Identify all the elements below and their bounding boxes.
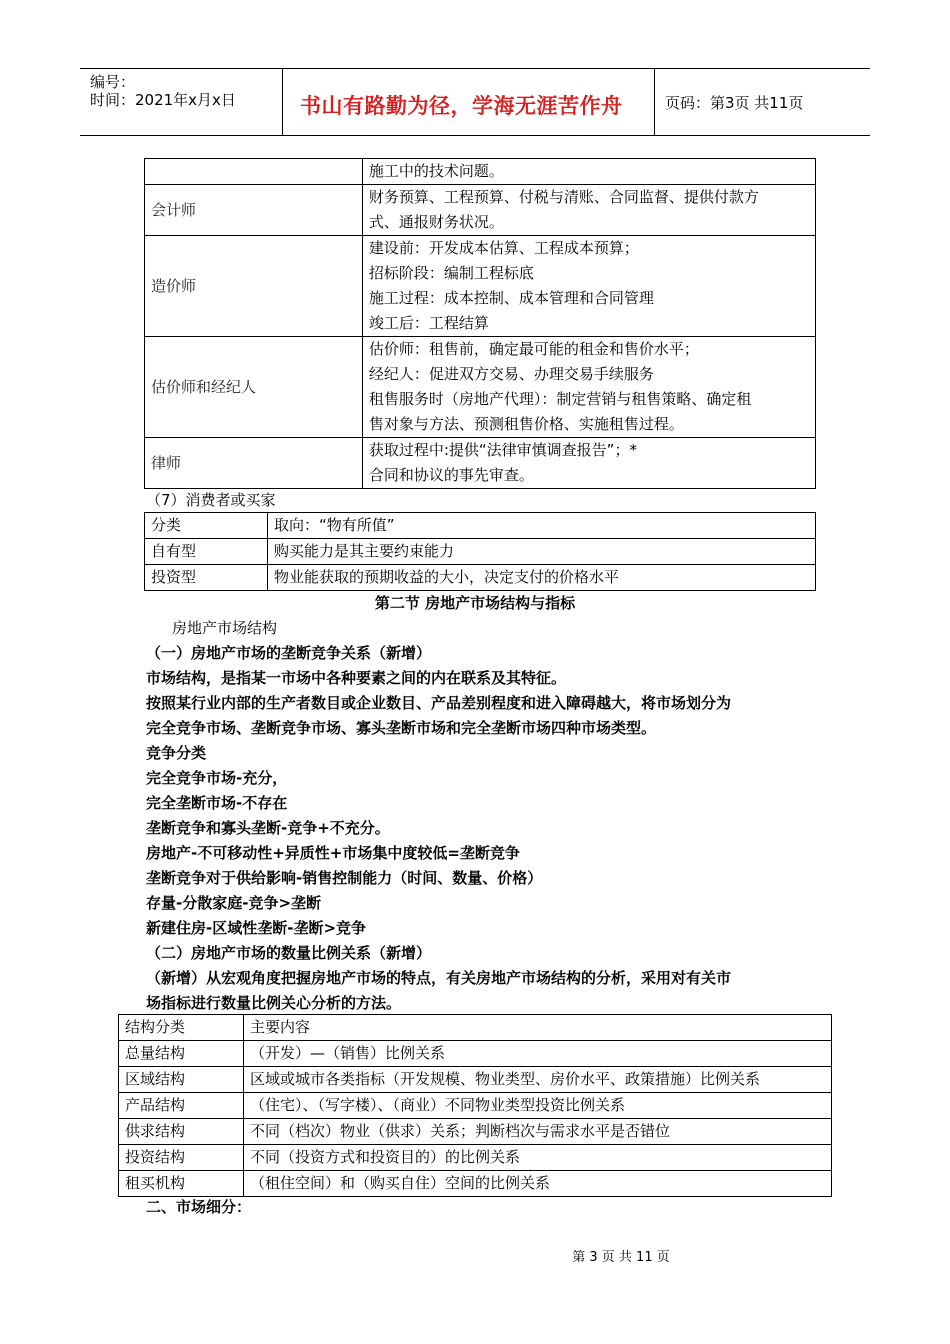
table-cell: 不同（档次）物业（供求）关系；判断档次与需求水平是否错位 [244,1119,832,1145]
section-subtitle: 房地产市场结构 [172,619,278,637]
duty-line: 财务预算、工程预算、付税与清账、合同监督、提供付款方 [368,188,759,206]
duty-line: 招标阶段：编制工程标底 [368,264,534,282]
table-row [145,539,816,565]
role-cell: 会计师 [145,185,363,236]
body-line: 新建住房-区域性垄断-垄断>竞争 [146,919,367,937]
role-cell: 律师 [145,438,363,489]
table-row [145,513,816,539]
body-line: 按照某行业内部的生产者数目或企业数目、产品差别程度和进入障碍越大，将市场划分为 [146,694,732,712]
table-cell: 区域或城市各类指标（开发规模、物业类型、房价水平、政策措施）比例关系 [244,1067,832,1093]
table-row [145,337,816,438]
table-cell: 不同（投资方式和投资目的）的比例关系 [244,1145,832,1171]
duty-line: 获取过程中:提供“法律审慎调查报告”；* [368,441,637,459]
duty-line: 施工过程：成本控制、成本管理和合同管理 [368,289,654,307]
table-cell: 供求结构 [119,1119,244,1145]
duty-cell [362,185,815,236]
table-row [119,1093,832,1119]
duty-line: 合同和协议的事先审查。 [368,466,534,484]
header-motto: 书山有路勤为径，学海无涯苦作舟 [300,94,623,118]
table-cell: 总量结构 [119,1041,244,1067]
body-line: 垄断竞争和寡头垄断-竞争+不充分。 [146,819,390,837]
duty-line: 租售服务时（房地产代理）：制定营销与租售策略、确定租 [368,390,752,408]
role-cell [145,159,363,185]
document-number-label: 编号： [90,73,136,91]
table-cell: 租买机构 [119,1171,244,1197]
body-line: 垄断竞争对于供给影响-销售控制能力（时间、数量、价格） [146,869,543,887]
document-date-label: 时间：2021年x月x日 [90,91,236,109]
market-segment-heading: 二、市场细分： [146,1198,252,1216]
duty-line: 式、通报财务状况。 [368,213,504,231]
duty-line: 售对象与方法、预测租售价格、实施租售过程。 [368,415,684,433]
table-cell: 投资型 [145,565,268,591]
table-cell: 物业能获取的预期收益的大小，决定支付的价格水平 [268,565,816,591]
consumer-table [144,512,816,591]
table-row [119,1067,832,1093]
duty-cell [362,159,815,185]
table-cell: （住宅）、（写字楼）、（商业）不同物业类型投资比例关系 [244,1093,832,1119]
table-row [145,438,816,489]
table-row [119,1171,832,1197]
table-row [119,1145,832,1171]
table-row [119,1041,832,1067]
body-line: 存量-分散家庭-竞争>垄断 [146,894,322,912]
body-line: （一）房地产市场的垄断竞争关系（新增） [146,644,432,662]
table-cell: 产品结构 [119,1093,244,1119]
body-line: 竞争分类 [146,744,207,762]
roles-table [144,158,816,489]
table-row [119,1119,832,1145]
table-cell: 分类 [145,513,268,539]
table-cell: 结构分类 [119,1015,244,1041]
market-structure-table [118,1014,832,1197]
table-row [119,1015,832,1041]
duty-line: 经纪人：促进双方交易、办理交易手续服务 [368,365,654,383]
body-line: （新增）从宏观角度把握房地产市场的特点，有关房地产市场结构的分析，采用对有关市 [146,969,732,987]
duty-cell [362,438,815,489]
role-cell: 造价师 [145,236,363,337]
table-cell: （租住空间）和（购买自住）空间的比例关系 [244,1171,832,1197]
duty-cell [362,337,815,438]
table-cell: 购买能力是其主要约束能力 [268,539,816,565]
table-cell: 投资结构 [119,1145,244,1171]
table-row [145,185,816,236]
body-line: 完全竞争市场、垄断竞争市场、寡头垄断市场和完全垄断市场四种市场类型。 [146,719,657,737]
table-cell: 自有型 [145,539,268,565]
body-line: 完全垄断市场-不存在 [146,794,288,812]
duty-line: 竣工后：工程结算 [368,314,489,332]
body-line: 市场结构，是指某一市场中各种要素之间的内在联系及其特征。 [146,669,567,687]
table-row [145,159,816,185]
duty-cell [362,236,815,337]
body-line: （二）房地产市场的数量比例关系（新增） [146,944,432,962]
role-cell: 估价师和经纪人 [145,337,363,438]
table-row [145,236,816,337]
body-line: 房地产-不可移动性+异质性+市场集中度较低=垄断竞争 [146,844,520,862]
duty-line: 估价师：租售前，确定最可能的租金和售价水平； [368,340,699,358]
table-cell: 主要内容 [244,1015,832,1041]
page-footer: 第 3 页 共 11 页 [572,1250,670,1265]
table-cell: （开发）—（销售）比例关系 [244,1041,832,1067]
body-line: 完全竞争市场-充分， [146,769,288,787]
section-title: 第二节 房地产市场结构与指标 [374,594,576,612]
table-cell: 取向：“物有所值” [268,513,816,539]
table-row [145,565,816,591]
consumer-heading: （7）消费者或买家 [146,491,276,509]
header-page-label: 页码：第3页 共11页 [665,94,804,112]
body-line: 场指标进行数量比例关心分析的方法。 [146,994,402,1012]
duty-line: 施工中的技术问题。 [368,162,504,180]
table-cell: 区域结构 [119,1067,244,1093]
duty-line: 建设前：开发成本估算、工程成本预算； [368,239,639,257]
